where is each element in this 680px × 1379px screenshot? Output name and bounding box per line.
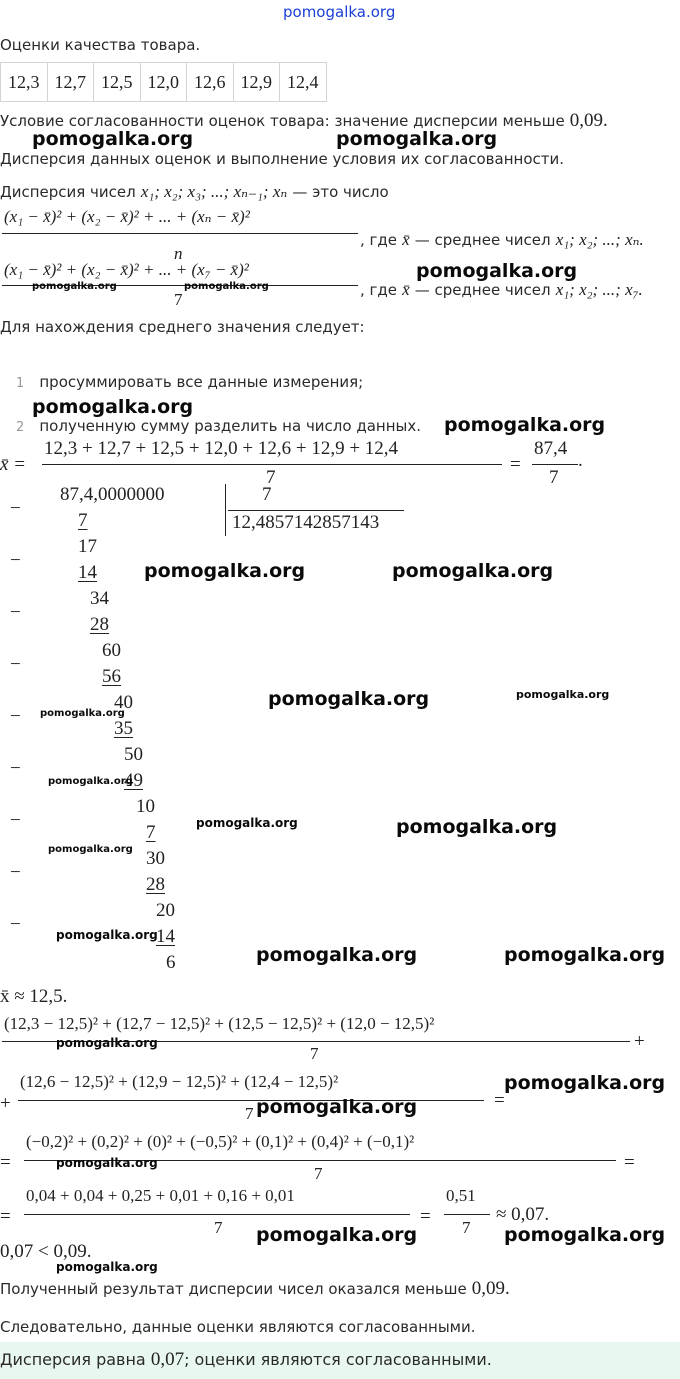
minus-sign: − [10, 862, 21, 883]
division-line [228, 510, 404, 511]
var-numer-3: (−0,2)² + (0,2)² + (0)² + (−0,5)² + (0,1)² + (0,4)² + (−0,1)² [26, 1132, 415, 1151]
fraction-line [444, 1214, 490, 1215]
answer-box [0, 1342, 680, 1379]
minus-sign: − [10, 914, 21, 935]
minus-sign: − [10, 706, 21, 727]
mean-intro: Для нахождения среднего значения следует: [0, 318, 365, 336]
watermark: pomogalka.org [32, 128, 194, 150]
list-number: 2 [16, 420, 25, 435]
watermark: pomogalka.org [336, 128, 498, 150]
watermark: pomogalka.org [256, 944, 418, 966]
division-remainder: 40 [114, 692, 133, 713]
grade-cell: 12,5 [94, 63, 141, 102]
watermark: pomogalka.org [32, 396, 194, 418]
def-tail-b: — среднее чисел [414, 281, 551, 299]
watermark: pomogalka.org [48, 844, 133, 855]
var-numer-2: (12,6 − 12,5)² + (12,9 − 12,5)² + (12,4 − 12,5)² [20, 1072, 339, 1091]
minus-sign: − [10, 810, 21, 831]
fraction-line [532, 464, 578, 465]
var-approx: ≈ 0,07. [496, 1204, 550, 1225]
mean-result: x̄ ≈ 12,5. [0, 986, 68, 1007]
minus-sign: − [10, 654, 21, 675]
var-eq: = [494, 1090, 505, 1111]
minus-sign: − [10, 602, 21, 623]
list-item [16, 416, 421, 435]
var-plus-start: + [0, 1093, 11, 1114]
var-eq: = [0, 1206, 11, 1227]
watermark: pomogalka.org [256, 1096, 418, 1118]
division-dividend: 87,4,0000000 [60, 484, 165, 505]
watermark: pomogalka.org [32, 281, 117, 292]
division-remainder: 34 [90, 588, 109, 609]
site-link[interactable]: pomogalka.org [283, 3, 396, 21]
division-remainder: 30 [146, 848, 165, 869]
grade-cell: 12,3 [1, 63, 48, 102]
division-remainder: 10 [136, 796, 155, 817]
condition-value: 0,09. [569, 110, 608, 131]
watermark: pomogalka.org [56, 1156, 158, 1170]
mean-r-denom: 7 [549, 467, 559, 488]
division-quotient: 12,4857142857143 [232, 512, 380, 533]
division-subtrahend: 7 [146, 822, 156, 843]
result-text: Полученный результат дисперсии чисел оказался меньше [0, 1280, 467, 1298]
var-denom-1: 7 [310, 1044, 319, 1063]
var-denom-4: 7 [214, 1218, 223, 1237]
var-denom-2: 7 [245, 1104, 254, 1123]
answer-line [0, 1349, 492, 1371]
minus-sign: − [10, 758, 21, 779]
watermark: pomogalka.org [504, 1224, 666, 1246]
definition-line [0, 182, 389, 202]
var-plus-end: + [634, 1031, 645, 1052]
watermark: pomogalka.org [396, 816, 558, 838]
list-item [16, 372, 363, 391]
mean-denom: 7 [266, 467, 276, 488]
mean-eq: = [510, 454, 521, 475]
compare-line: 0,07 < 0,09. [0, 1241, 92, 1262]
var-eq: = [420, 1206, 431, 1227]
def-xbar: x̄ [402, 230, 410, 249]
list-text: просуммировать все данные измерения; [39, 373, 364, 391]
answer-value: 0,07 [150, 1349, 185, 1370]
var-eq: = [624, 1152, 635, 1173]
intro-text: Оценки качества товара. [0, 36, 201, 54]
def-tail-a: , где [360, 231, 398, 249]
result-line [0, 1278, 510, 1300]
grade-cell: 12,4 [280, 63, 327, 102]
watermark: pomogalka.org [256, 1224, 418, 1246]
def-tail-n [360, 230, 644, 250]
watermark: pomogalka.org [144, 560, 306, 582]
division-remainder: 17 [78, 536, 97, 557]
division-subtrahend: 28 [90, 614, 109, 635]
list-text: полученную сумму разделить на число данных. [39, 417, 421, 435]
def-denom-n: n [174, 244, 183, 263]
def-tail-b: — среднее чисел [414, 231, 551, 249]
grades-table [0, 62, 327, 102]
mean-lhs: x̄ = [0, 454, 27, 475]
var-eq: = [0, 1152, 11, 1173]
watermark: pomogalka.org [56, 1036, 158, 1050]
var-numer-4: 0,04 + 0,04 + 0,25 + 0,01 + 0,16 + 0,01 [26, 1186, 295, 1205]
answer-text-b: ; оценки являются согласованными. [184, 1350, 492, 1369]
division-subtrahend: 14 [78, 562, 97, 583]
watermark: pomogalka.org [56, 1260, 158, 1274]
def-seq-n: x₁; x₂; ...; xₙ. [555, 230, 644, 249]
watermark: pomogalka.org [48, 776, 133, 787]
def-text-a: Дисперсия чисел [0, 183, 136, 201]
division-bar [225, 484, 226, 536]
heading-text: Дисперсия данных оценок и выполнение условия их согласованности. [0, 150, 565, 168]
var-numer-1: (12,3 − 12,5)² + (12,7 − 12,5)² + (12,5 − 12,5)² + (12,0 − 12,5)² [4, 1014, 435, 1033]
result-value: 0,09. [471, 1278, 510, 1299]
division-divisor: 7 [262, 484, 272, 505]
division-remainder: 60 [102, 640, 121, 661]
def-tail-7 [360, 280, 643, 300]
def-xbar: x̄ [402, 280, 410, 299]
var-denom-3: 7 [314, 1164, 323, 1183]
grade-cell: 12,7 [47, 63, 94, 102]
division-subtrahend: 7 [78, 510, 88, 531]
watermark: pomogalka.org [56, 928, 158, 942]
mean-r-numer: 87,4 [534, 438, 568, 459]
watermark: pomogalka.org [504, 1072, 666, 1094]
watermark: pomogalka.org [444, 414, 606, 436]
def-denom-7: 7 [174, 290, 183, 309]
watermark: pomogalka.org [392, 560, 554, 582]
def-seq: x₁; x₂; x₃; ...; xₙ₋₁; xₙ [140, 182, 288, 201]
var-r-numer: 0,51 [446, 1186, 476, 1205]
grade-cell: 12,0 [140, 63, 187, 102]
division-subtrahend: 56 [102, 666, 121, 687]
condition-text: Условие согласованности оценок товара: значение дисперсии меньше [0, 112, 565, 130]
minus-sign: − [10, 498, 21, 519]
watermark: pomogalka.org [416, 260, 578, 282]
conclusion-text: Следовательно, данные оценки являются согласованными. [0, 1318, 476, 1336]
var-r-denom: 7 [462, 1218, 471, 1237]
def-text-b: — это число [292, 183, 389, 201]
division-subtrahend: 28 [146, 874, 165, 895]
watermark: pomogalka.org [184, 281, 269, 292]
def-numer-7: (x₁ − x̄)² + (x₂ − x̄)² + ... + (x₇ − x̄)² [4, 260, 249, 279]
grade-cell: 12,9 [233, 63, 280, 102]
def-numer-n: (x₁ − x̄)² + (x₂ − x̄)² + ... + (xₙ − x̄)² [4, 207, 250, 226]
division-remainder: 20 [156, 900, 175, 921]
fraction-line [24, 1214, 410, 1215]
def-tail-a: , где [360, 281, 398, 299]
watermark: pomogalka.org [268, 688, 430, 710]
minus-sign: − [10, 550, 21, 571]
list-number: 1 [16, 376, 25, 391]
grade-cell: 12,6 [187, 63, 234, 102]
watermark: pomogalka.org [516, 688, 610, 701]
def-seq-7: x₁; x₂; ...; x₇. [555, 280, 643, 299]
mean-numer: 12,3 + 12,7 + 12,5 + 12,0 + 12,6 + 12,9 + 12,4 [44, 438, 399, 459]
division-subtrahend: 49 [124, 770, 143, 791]
division-remainder: 50 [124, 744, 143, 765]
division-remainder: 6 [166, 952, 176, 973]
fraction-line [42, 464, 502, 465]
division-subtrahend: 14 [156, 926, 175, 947]
watermark: pomogalka.org [196, 816, 298, 830]
answer-text-a: Дисперсия равна [0, 1350, 146, 1369]
mean-dot: . [578, 450, 583, 471]
fraction-line [2, 233, 358, 234]
division-subtrahend: 35 [114, 718, 133, 739]
watermark: pomogalka.org [504, 944, 666, 966]
watermark: pomogalka.org [40, 708, 125, 719]
